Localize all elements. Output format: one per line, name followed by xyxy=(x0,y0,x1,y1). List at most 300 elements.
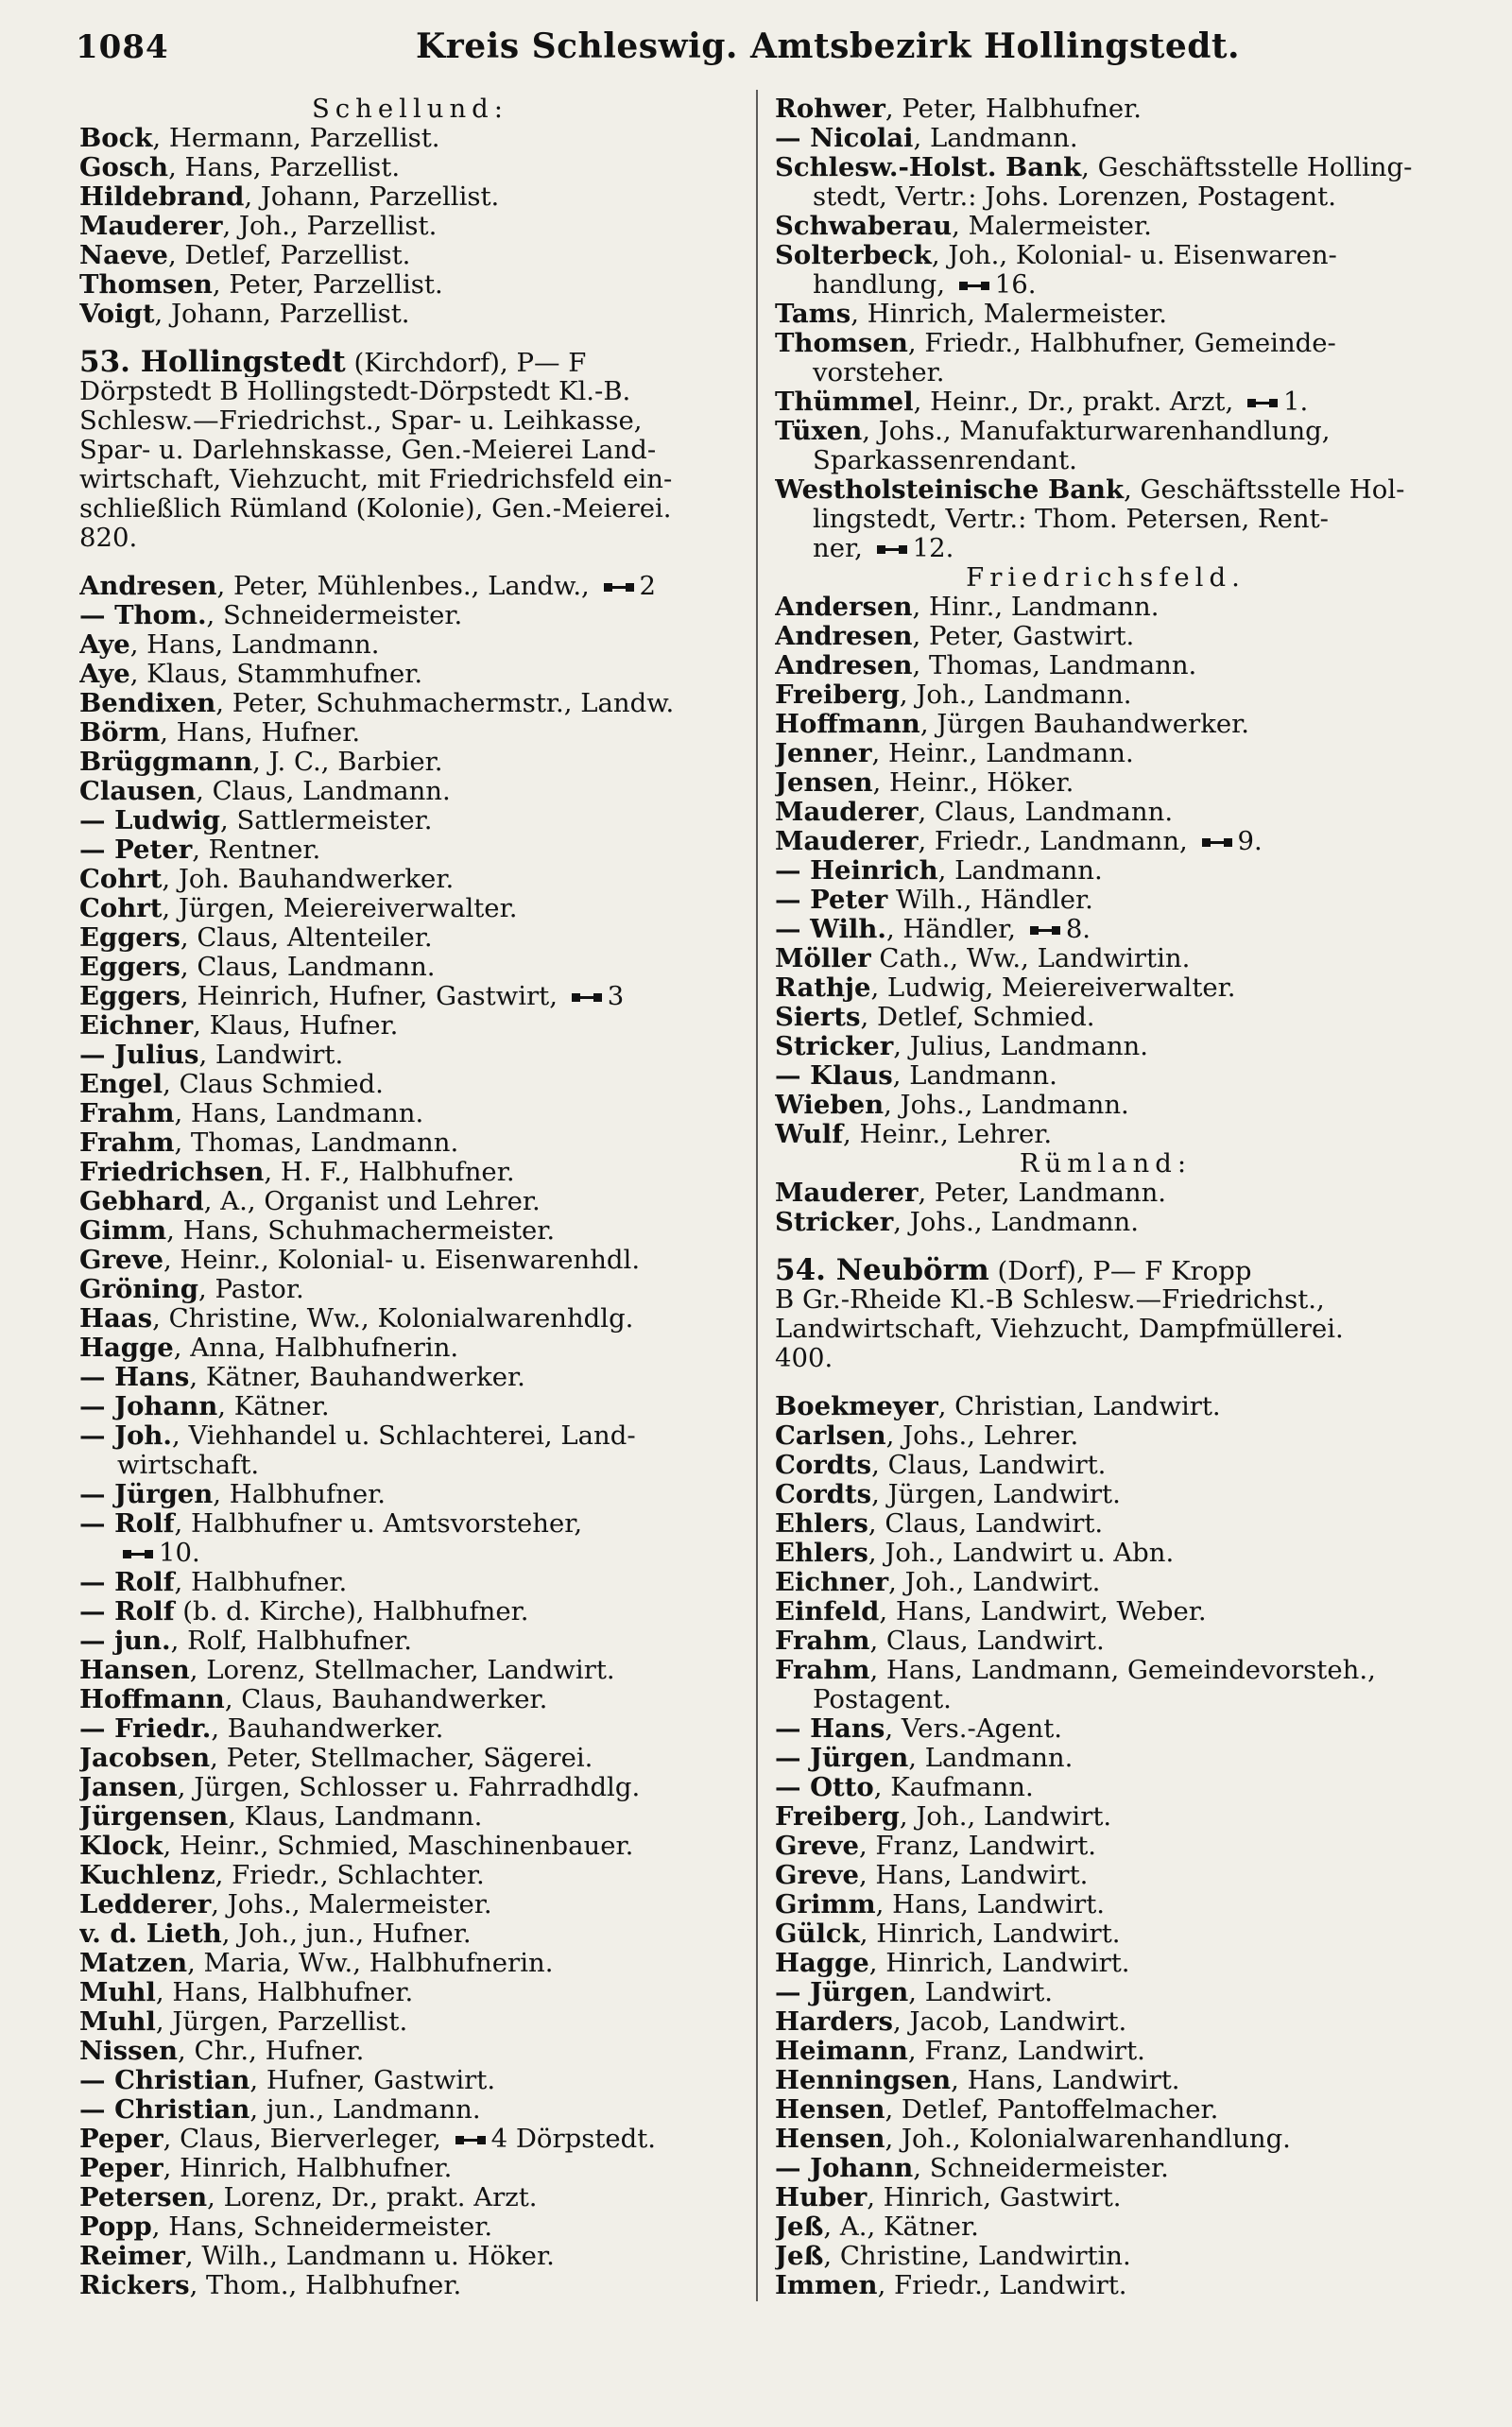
directory-entry xyxy=(79,1656,741,1685)
entry-surname: Frahm xyxy=(79,1128,175,1158)
directory-entry xyxy=(775,915,1436,944)
entry-surname: — Johann xyxy=(775,2154,914,2183)
entry-details: , Friedr., Landmann, xyxy=(918,827,1188,856)
entry-surname: Nissen xyxy=(79,2037,179,2066)
directory-entry xyxy=(79,748,741,777)
directory-entry xyxy=(79,1509,741,1539)
entry-surname: Heimann xyxy=(775,2037,908,2066)
phone-number xyxy=(566,982,625,1011)
entry-surname: Stricker xyxy=(775,1032,894,1061)
entry-surname: — Heinrich xyxy=(775,856,938,886)
phone-number-text: 3 xyxy=(607,982,625,1011)
entry-surname: Hagge xyxy=(775,1949,869,1978)
directory-entry xyxy=(775,973,1436,1003)
directory-entry xyxy=(79,1099,741,1128)
directory-entry xyxy=(79,2125,741,2154)
directory-entry xyxy=(79,630,741,660)
directory-entry xyxy=(79,689,741,718)
entry-details: , Julius, Landmann. xyxy=(893,1032,1149,1061)
entry-surname: Clausen xyxy=(79,777,197,806)
entry-details: , Hinrich, Landwirt. xyxy=(868,1949,1130,1978)
directory-entry xyxy=(775,1656,1436,1685)
directory-entry xyxy=(79,1744,741,1773)
entry-surname: Jürgensen xyxy=(79,1802,229,1832)
directory-entry xyxy=(79,1480,741,1509)
continuation-line xyxy=(79,436,741,465)
continuation-text: Dörpstedt B Hollingstedt-Dörpstedt Kl.-B. xyxy=(79,377,631,406)
entry-details: , Claus, Altenteiler. xyxy=(180,923,433,953)
phone-number xyxy=(117,1539,200,1568)
entry-details: , Claus, Bauhandwerker. xyxy=(224,1685,548,1714)
continuation-text: Postagent. xyxy=(813,1685,952,1714)
continuation-line xyxy=(775,270,1436,300)
directory-entry xyxy=(775,387,1436,417)
directory-entry xyxy=(775,475,1436,505)
entry-details: , Christian, Landwirt. xyxy=(937,1392,1221,1421)
directory-entry xyxy=(79,1128,741,1158)
entry-surname: Muhl xyxy=(79,2007,156,2037)
entry-details: , Vers.-Agent. xyxy=(885,1714,1062,1744)
directory-entry xyxy=(79,182,741,212)
phone-number xyxy=(598,572,657,601)
continuation-line xyxy=(775,505,1436,534)
entry-details: , Jürgen, Schlosser u. Fahrradhdlg. xyxy=(177,1773,641,1802)
entry-surname: Peper xyxy=(79,2125,163,2154)
directory-entry xyxy=(775,2007,1436,2037)
entry-details: , Hans, Landmann. xyxy=(129,630,380,660)
phone-number xyxy=(1196,827,1263,856)
entry-surname: Börm xyxy=(79,718,161,748)
directory-entry xyxy=(79,1832,741,1861)
entry-details: , Hermann, Parzellist. xyxy=(152,124,440,153)
entry-surname: Sierts xyxy=(775,1003,861,1032)
directory-entry xyxy=(79,718,741,748)
entry-details: , Johs., Malermeister. xyxy=(211,1890,492,1919)
directory-entry xyxy=(775,1003,1436,1032)
entry-surname: Popp xyxy=(79,2212,152,2242)
entry-surname: Eggers xyxy=(79,982,180,1011)
continuation-line xyxy=(775,1285,1436,1315)
page-number: 1084 xyxy=(76,28,169,66)
continuation-line xyxy=(775,1685,1436,1714)
entry-details: Cath., Ww., Landwirtin. xyxy=(870,944,1191,973)
directory-entry xyxy=(79,806,741,835)
directory-entry xyxy=(775,1032,1436,1061)
directory-entry xyxy=(79,2066,741,2095)
entry-surname: — Peter xyxy=(79,835,193,865)
directory-entry xyxy=(79,1334,741,1363)
directory-entry xyxy=(775,944,1436,973)
directory-entry xyxy=(79,1041,741,1070)
entry-details: Wilh., Händler. xyxy=(887,886,1093,915)
entry-surname: Frahm xyxy=(775,1656,870,1685)
continuation-text: Sparkassenrendant. xyxy=(813,446,1077,475)
entry-details: , Johs., Lehrer. xyxy=(885,1421,1079,1451)
directory-entry xyxy=(775,2066,1436,2095)
entry-details: , Peter, Parzellist. xyxy=(212,270,443,300)
entry-surname: Hensen xyxy=(775,2095,885,2125)
directory-entry xyxy=(775,2212,1436,2242)
directory-entry xyxy=(775,241,1436,270)
entry-details: , Thomas, Landmann. xyxy=(174,1128,459,1158)
entry-surname: Hoffmann xyxy=(79,1685,225,1714)
entry-details: , Detlef, Parzellist. xyxy=(167,241,411,270)
entry-surname: — Ludwig xyxy=(79,806,220,835)
phone-number xyxy=(1242,387,1308,417)
telephone-icon xyxy=(957,278,991,295)
directory-entry xyxy=(79,2212,741,2242)
directory-entry xyxy=(775,329,1436,358)
directory-entry xyxy=(79,1392,741,1421)
entry-details: , Peter, Gastwirt. xyxy=(912,622,1135,651)
entry-details: , Lorenz, Dr., prakt. Arzt. xyxy=(207,2183,538,2212)
directory-entry xyxy=(79,1275,741,1304)
entry-details: , Hinrich, Landwirt. xyxy=(859,1919,1121,1949)
entry-details: , Kätner, Bauhandwerker. xyxy=(189,1363,525,1392)
directory-entry xyxy=(79,1714,741,1744)
entry-surname: Carlsen xyxy=(775,1421,886,1451)
entry-surname: Schlesw.-Holst. Bank xyxy=(775,153,1082,182)
directory-entry xyxy=(79,923,741,953)
entry-details: , Hufner, Gastwirt. xyxy=(249,2066,496,2095)
entry-surname: Harders xyxy=(775,2007,893,2037)
entry-details: , Jürgen Bauhandwerker. xyxy=(919,710,1250,739)
entry-details: , Händler, xyxy=(885,915,1017,944)
entry-surname: — Rolf xyxy=(79,1597,175,1627)
entry-surname: Klock xyxy=(79,1832,163,1861)
entry-details: , Maria, Ww., Halbhufnerin. xyxy=(187,1949,554,1978)
directory-entry xyxy=(775,1597,1436,1627)
entry-details: , Jürgen, Parzellist. xyxy=(155,2007,408,2037)
directory-entry xyxy=(775,1890,1436,1919)
directory-entry xyxy=(775,798,1436,827)
entry-details: , Hans, Landwirt. xyxy=(858,1861,1089,1890)
directory-entry xyxy=(775,1919,1436,1949)
directory-entry xyxy=(775,739,1436,768)
directory-entry xyxy=(79,1246,741,1275)
phone-number xyxy=(954,270,1037,300)
entry-details: , Hans, Hufner. xyxy=(160,718,361,748)
entry-surname: Andresen xyxy=(775,622,913,651)
entry-details: , Rolf, Halbhufner. xyxy=(170,1627,413,1656)
directory-entry xyxy=(79,270,741,300)
entry-details: , Geschäftsstelle Hol- xyxy=(1124,475,1405,505)
directory-entry xyxy=(775,1480,1436,1509)
directory-entry xyxy=(775,2271,1436,2300)
entry-surname: Westholsteinische Bank xyxy=(775,475,1125,505)
directory-entry xyxy=(79,300,741,329)
entry-details: , Chr., Hufner. xyxy=(178,2037,365,2066)
entry-surname: Greve xyxy=(79,1246,163,1275)
entry-surname: Greve xyxy=(775,1832,859,1861)
entry-surname: Jacobsen xyxy=(79,1744,211,1773)
directory-entry xyxy=(79,601,741,630)
entry-details: , Sattlermeister. xyxy=(219,806,433,835)
continuation-line xyxy=(79,1451,741,1480)
place-name: 53. Hollingstedt xyxy=(79,348,346,377)
directory-entry xyxy=(79,835,741,865)
entry-surname: Hildebrand xyxy=(79,182,245,212)
locality-heading: Rümland: xyxy=(1019,1148,1193,1179)
entry-surname: Ehlers xyxy=(775,1539,868,1568)
entry-details: , Schneidermeister. xyxy=(913,2154,1169,2183)
continuation-text: vorsteher. xyxy=(813,358,945,387)
entry-details: , Wilh., Landmann u. Höker. xyxy=(184,2242,555,2271)
directory-entry xyxy=(775,1714,1436,1744)
directory-entry xyxy=(79,982,741,1011)
entry-surname: Freiberg xyxy=(775,680,900,710)
entry-surname: — Rolf xyxy=(79,1568,175,1597)
entry-surname: Gimm xyxy=(79,1216,167,1246)
entry-surname: Grimm xyxy=(775,1890,876,1919)
entry-details: , Ludwig, Meiereiverwalter. xyxy=(870,973,1236,1003)
directory-entry xyxy=(79,241,741,270)
entry-surname: — Otto xyxy=(775,1773,874,1802)
entry-details: , Peter, Stellmacher, Sägerei. xyxy=(210,1744,593,1773)
entry-surname: — Joh. xyxy=(79,1421,172,1451)
entry-details: , Detlef, Pantoffelmacher. xyxy=(885,2095,1219,2125)
entry-details: , Lorenz, Stellmacher, Landwirt. xyxy=(189,1656,615,1685)
entry-surname: Huber xyxy=(775,2183,868,2212)
continuation-text: handlung, xyxy=(813,270,945,300)
entry-surname: Aye xyxy=(79,660,130,689)
directory-entry xyxy=(775,2183,1436,2212)
entry-surname: Muhl xyxy=(79,1978,156,2007)
entry-details: , Jacob, Landwirt. xyxy=(893,2007,1127,2037)
entry-details: , Halbhufner u. Amtsvorsteher, xyxy=(174,1509,583,1539)
phone-number-text: 8. xyxy=(1065,915,1091,944)
directory-entry xyxy=(79,1568,741,1597)
directory-entry xyxy=(775,1509,1436,1539)
locality-heading: Schellund: xyxy=(311,94,509,124)
directory-entry xyxy=(79,1978,741,2007)
telephone-icon xyxy=(121,1546,155,1563)
telephone-icon xyxy=(1200,835,1234,852)
entry-details: , Hans, Landmann, Gemeindevorsteh., xyxy=(869,1656,1376,1685)
entry-details: , Claus, Bierverleger, xyxy=(163,2125,441,2154)
directory-entry xyxy=(79,1919,741,1949)
entry-surname: Thomsen xyxy=(79,270,213,300)
spacer xyxy=(79,329,741,348)
entry-details: , Malermeister. xyxy=(952,212,1152,241)
entry-details: , Landmann. xyxy=(913,124,1078,153)
directory-entry xyxy=(775,1208,1436,1237)
directory-entry xyxy=(775,1392,1436,1421)
directory-entry xyxy=(79,1890,741,1919)
entry-surname: Friedrichsen xyxy=(79,1158,265,1187)
phone-number-text: 4 Dörpstedt. xyxy=(490,2125,657,2154)
directory-entry xyxy=(775,1773,1436,1802)
directory-entry xyxy=(775,1421,1436,1451)
entry-surname: Henningsen xyxy=(775,2066,952,2095)
entry-surname: Rickers xyxy=(79,2271,190,2300)
directory-entry xyxy=(79,1216,741,1246)
entry-details: , Hans, Halbhufner. xyxy=(155,1978,414,2007)
directory-entry xyxy=(775,622,1436,651)
entry-details: , Johann, Parzellist. xyxy=(154,300,410,329)
entry-details: (b. d. Kirche), Halbhufner. xyxy=(174,1597,529,1627)
entry-details: , Hans, Schneidermeister. xyxy=(151,2212,493,2242)
continuation-line xyxy=(775,1344,1436,1373)
directory-entry xyxy=(775,2242,1436,2271)
entry-surname: Thümmel xyxy=(775,387,914,417)
directory-entry xyxy=(79,1597,741,1627)
entry-surname: Reimer xyxy=(79,2242,185,2271)
continuation-text: lingstedt, Vertr.: Thom. Petersen, Rent- xyxy=(813,505,1329,534)
entry-surname: Brüggmann xyxy=(79,748,253,777)
entry-surname: Cordts xyxy=(775,1451,872,1480)
entry-details: , Kaufmann. xyxy=(873,1773,1034,1802)
entry-details: , Johs., Landmann. xyxy=(884,1091,1129,1120)
left-column xyxy=(79,95,741,2300)
directory-entry xyxy=(79,2037,741,2066)
phone-number-text: 9. xyxy=(1237,827,1263,856)
telephone-icon xyxy=(1246,395,1280,412)
entry-details: , Heinr., Lehrer. xyxy=(843,1120,1053,1149)
entry-details: , Halbhufner. xyxy=(174,1568,348,1597)
directory-entry xyxy=(775,1627,1436,1656)
entry-surname: Bendixen xyxy=(79,689,216,718)
directory-entry xyxy=(79,1861,741,1890)
continuation-text: Schlesw.—Friedrichst., Spar- u. Leihkasse, xyxy=(79,406,643,436)
entry-surname: — Wilh. xyxy=(775,915,886,944)
entry-surname: — Thom. xyxy=(79,601,207,630)
entry-details: , Claus, Landwirt. xyxy=(868,1509,1104,1539)
entry-details: , Hinr., Landmann. xyxy=(912,593,1160,622)
entry-surname: Gröning xyxy=(79,1275,198,1304)
directory-entry xyxy=(775,827,1436,856)
entry-details: , Friedr., Halbhufner, Gemeinde- xyxy=(907,329,1336,358)
entry-details: , A., Organist und Lehrer. xyxy=(203,1187,541,1216)
entry-surname: Ledderer xyxy=(79,1890,212,1919)
entry-details: , Anna, Halbhufnerin. xyxy=(173,1334,459,1363)
spacer xyxy=(775,1373,1436,1392)
directory-entry xyxy=(775,1744,1436,1773)
telephone-icon xyxy=(454,2132,488,2149)
entry-surname: Kuchlenz xyxy=(79,1861,215,1890)
entry-details: , Hinrich, Halbhufner. xyxy=(163,2154,453,2183)
continuation-text: stedt, Vertr.: Johs. Lorenzen, Postagent. xyxy=(813,182,1336,212)
continuation-line xyxy=(775,182,1436,212)
directory-entry xyxy=(79,2183,741,2212)
entry-surname: Schwaberau xyxy=(775,212,953,241)
entry-details: , Hans, Parzellist. xyxy=(168,153,401,182)
entry-details: , Jürgen, Meiereiverwalter. xyxy=(162,894,518,923)
continuation-line xyxy=(79,465,741,494)
entry-surname: Stricker xyxy=(775,1208,894,1237)
entry-surname: — Jürgen xyxy=(775,1978,909,2007)
entry-details: , Joh., Landmann. xyxy=(899,680,1132,710)
entry-details: , jun., Landmann. xyxy=(249,2095,481,2125)
directory-entry xyxy=(79,1187,741,1216)
entry-surname: Immen xyxy=(775,2271,878,2300)
entry-details: , Joh. Bauhandwerker. xyxy=(162,865,455,894)
column-divider xyxy=(756,90,758,2301)
directory-entry xyxy=(775,856,1436,886)
entry-details: , Klaus, Hufner. xyxy=(193,1011,399,1041)
continuation-text: wirtschaft. xyxy=(117,1451,260,1480)
directory-entry xyxy=(775,1061,1436,1091)
entry-surname: — Jürgen xyxy=(775,1744,909,1773)
entry-surname: Cordts xyxy=(775,1480,872,1509)
entry-surname: — Christian xyxy=(79,2095,250,2125)
directory-entry xyxy=(775,417,1436,446)
entry-surname: — Johann xyxy=(79,1392,218,1421)
directory-entry xyxy=(79,894,741,923)
directory-entry xyxy=(775,95,1436,124)
entry-details: , Joh., jun., Hufner. xyxy=(221,1919,472,1949)
directory-entry xyxy=(775,1451,1436,1480)
entry-details: , Johs., Landmann. xyxy=(893,1208,1140,1237)
phone-number-text: 1. xyxy=(1282,387,1309,417)
place-description: (Dorf), P— F Kropp xyxy=(988,1256,1252,1285)
entry-surname: Solterbeck xyxy=(775,241,932,270)
directory-entry xyxy=(79,1011,741,1041)
directory-entry xyxy=(775,153,1436,182)
entry-surname: Möller xyxy=(775,944,871,973)
entry-surname: Rathje xyxy=(775,973,871,1003)
directory-entry xyxy=(775,2154,1436,2183)
continuation-text: 400. xyxy=(775,1344,833,1373)
phone-number xyxy=(450,2125,656,2154)
directory-entry xyxy=(79,2154,741,2183)
entry-surname: Gebhard xyxy=(79,1187,204,1216)
spacer xyxy=(775,1237,1436,1256)
entry-surname: v. d. Lieth xyxy=(79,1919,222,1949)
directory-entry xyxy=(79,2242,741,2271)
directory-entry xyxy=(775,1179,1436,1208)
directory-entry xyxy=(775,1091,1436,1120)
directory-entry xyxy=(775,886,1436,915)
entry-details: , Thomas, Landmann. xyxy=(912,651,1197,680)
directory-entry xyxy=(79,865,741,894)
entry-details: , Jürgen, Landwirt. xyxy=(871,1480,1121,1509)
entry-surname: Peper xyxy=(79,2154,163,2183)
entry-surname: Andersen xyxy=(775,593,913,622)
entry-surname: — Peter xyxy=(775,886,888,915)
directory-entry xyxy=(79,1158,741,1187)
directory-entry xyxy=(79,1421,741,1451)
phone-number-text: 10. xyxy=(159,1539,200,1568)
entry-surname: Cohrt xyxy=(79,894,163,923)
entry-details: , Heinr., Kolonial- u. Eisenwarenhdl. xyxy=(163,1246,641,1275)
entry-surname: Petersen xyxy=(79,2183,208,2212)
continuation-text: ner, xyxy=(813,534,863,563)
entry-details: , Hinrich, Gastwirt. xyxy=(867,2183,1122,2212)
entry-surname: Frahm xyxy=(775,1627,870,1656)
directory-entry xyxy=(79,1685,741,1714)
entry-details: , Schneidermeister. xyxy=(206,601,463,630)
entry-surname: — Friedr. xyxy=(79,1714,212,1744)
directory-entry xyxy=(775,2095,1436,2125)
directory-entry xyxy=(775,2125,1436,2154)
entry-details: , Johs., Manufakturwarenhandlung, xyxy=(862,417,1331,446)
place-name: 54. Neubörm xyxy=(775,1256,989,1285)
continuation-line xyxy=(79,406,741,436)
entry-surname: Mauderer xyxy=(79,212,223,241)
locality-heading: Friedrichsfeld. xyxy=(966,562,1246,593)
entry-surname: Thomsen xyxy=(775,329,908,358)
directory-entry xyxy=(79,1304,741,1334)
entry-details: , Hinrich, Malermeister. xyxy=(850,300,1167,329)
entry-surname: — jun. xyxy=(79,1627,171,1656)
entry-details: , Bauhandwerker. xyxy=(211,1714,444,1744)
directory-entry xyxy=(79,1773,741,1802)
directory-entry xyxy=(775,1802,1436,1832)
entry-details: , Johann, Parzellist. xyxy=(244,182,500,212)
entry-surname: Hagge xyxy=(79,1334,174,1363)
directory-entry xyxy=(79,1802,741,1832)
